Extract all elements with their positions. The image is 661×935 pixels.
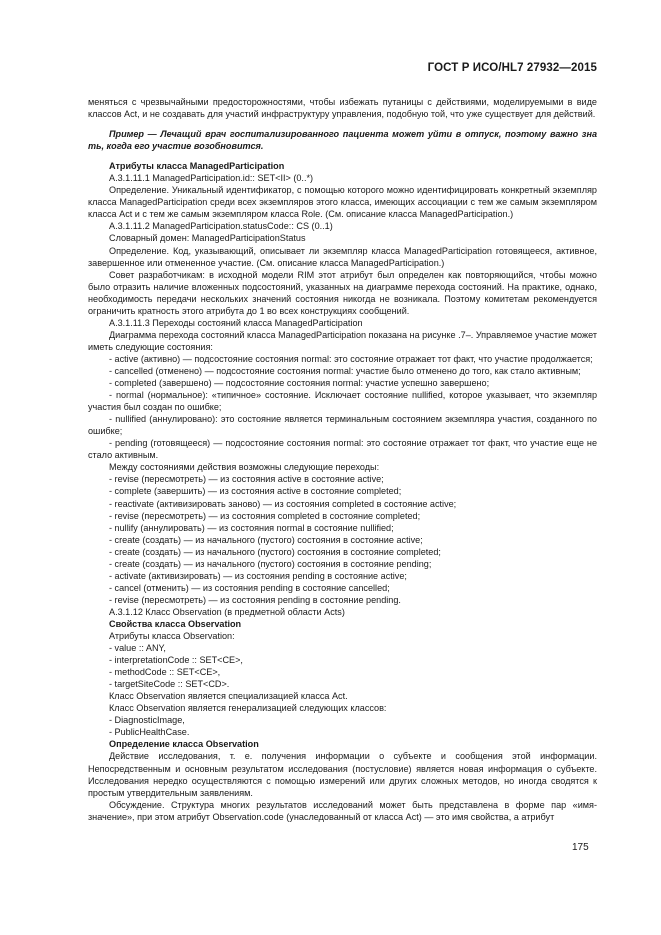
list-item-transition: - revise (пересмотреть) — из состояния pending в состояние pending. [109,594,401,605]
section-heading-observation-properties: Свойства класса Observation [109,618,242,629]
list-item-subclass: - PublicHealthCase. [109,727,190,738]
list-item-state-completed: - completed (завершено) — подсостояние состояния normal: участие успешно завершено; [109,378,490,389]
list-item-transition: - activate (активизировать) — из состояния pending в состояние active; [109,570,407,581]
list-item-attribute: - methodCode :: SET<CE>, [109,667,221,678]
clause-a-3-1-11-2: A.3.1.11.2 ManagedParticipation.statusCode:: CS (0..1) [109,221,333,232]
clause-a-3-1-11-1: A.3.1.11.1 ManagedParticipation.id:: SET<II> (0..*) [109,173,314,184]
list-item-state-active: - active (активно) — подсостояние состояния normal: это состояние отражает тот факт, что участие продолжается; [109,353,593,364]
paragraph-discussion: Обсуждение. Структура многих результатов исследований может быть представлена в форме пар «имя-значение», при этом атрибут Observation.code (унаследованный от класса Act) — это имя свойства, а атрибут [88,799,597,822]
list-item-state-cancelled: - cancelled (отменено) — подсостояние состояния normal: участие было отменено до того, как стало активным; [109,365,581,376]
document-body [88,96,597,823]
list-item-transition: - create (создать) — из начального (пустого) состояния в состояние active; [109,534,423,545]
list-item-transition: - cancel (отменить) — из состояния pending в состояние cancelled; [109,582,390,593]
paragraph-transitions-intro: Между состояниями действия возможны следующие переходы: [109,462,380,473]
paragraph-developer-advice: Совет разработчикам: в исходной модели RIM этот атрибут был определен как повторяющийся, чтобы можно было отразить наличие вложенных подсостояний, указанных на диаграмме перехода состояний. На практике, однако, необходимость передачи нескольких значений состояния никогда не возникала. Поэтому комитетам рекомендуется ограничить кратность этого атрибута до 1 во всех конструкциях сообщений. [88,269,597,316]
list-item-attribute: - targetSiteCode :: SET<CD>. [109,679,230,690]
list-item-transition: - create (создать) — из начального (пустого) состояния в состояние completed; [109,546,441,557]
list-item-transition: - revise (пересмотреть) — из состояния completed в состояние completed; [109,510,421,521]
example-note: Пример — Лечащий врач госпитализированного пациента может уйти в отпуск, поэтому важно зна ть, когда его участие возобновится. [88,129,597,152]
standard-header: ГОСТ Р ИСО/HL7 27932—2015 [427,62,597,74]
list-item-transition: - nullify (аннулировать) — из состояния normal в состояние nullified; [109,522,394,533]
clause-a-3-1-12: A.3.1.12 Класс Observation (в предметной области Acts) [109,606,345,617]
paragraph-generalization: Класс Observation является генерализацией следующих классов: [109,703,387,714]
paragraph-definition-id: Определение. Уникальный идентификатор, с помощью которого можно идентифицировать конкретный экземпляр класса ManagedParticipation среди всех экземпляров этого класса, имеющих ассоциации с тем же самым экземпляром класса Act и с тем же самым экземпляром класса Role. (См. описание класса ManagedParticipation.) [88,185,597,220]
paragraph-intro: меняться с чрезвычайными предосторожностями, чтобы избежать путаницы с действиями, моделируемыми в виде классов Act, и не создавать для участий инфраструктуру управления, подобную той, что уже существует для действий. [88,97,597,120]
paragraph-state-diagram: Диаграмма перехода состояний класса ManagedParticipation показана на рисунке .7–. Управляемое участие может иметь следующие состояния: [88,329,597,352]
vocabulary-domain: Словарный домен: ManagedParticipationStatus [109,233,306,244]
paragraph-observation-definition: Действие исследования, т. е. получения информации о субъекте и сообщения этой информации. Непосредственным и основным результатом исследования (постусловие) является новая информация о субъекте. Исследования нередко осуществляются с помощью измерений или других сложных методов, но иногда сводятся к простым утвердительным заявлениям. [88,751,597,798]
section-heading-observation-definition: Определение класса Observation [109,739,259,750]
list-item-state-normal: - normal (нормальное): «типичное» состояние. Исключает состояние nullified, которое указывает, что экземпляр участия был создан по ошибке; [88,390,597,413]
list-item-transition: - create (создать) — из начального (пустого) состояния в состояние pending; [109,558,432,569]
list-item-subclass: - DiagnosticImage, [109,715,185,726]
list-item-state-pending: - pending (готовящееся) — подсостояние состояния normal: это состояние отражает тот факт, что участие еще не стало активным. [88,438,597,461]
list-item-state-nullified: - nullified (аннулировано): это состояние является терминальным состоянием экземпляра участия, созданного по ошибке; [88,414,597,437]
paragraph-observation-attributes: Атрибуты класса Observation: [109,631,235,642]
paragraph-definition-status: Определение. Код, указывающий, описывает ли экземпляр класса ManagedParticipation готовящееся, активное, завершенное или отмененное участие. (См. описание класса ManagedParticipation.) [88,245,597,268]
list-item-transition: - revise (пересмотреть) — из состояния active в состояние active; [109,474,384,485]
list-item-transition: - reactivate (активизировать заново) — из состояния completed в состояние active; [109,498,457,509]
list-item-attribute: - interpretationCode :: SET<CE>, [109,655,243,666]
paragraph-specialization: Класс Observation является специализацией класса Act. [109,691,348,702]
list-item-attribute: - value :: ANY, [109,643,166,654]
clause-a-3-1-11-3: A.3.1.11.3 Переходы состояний класса ManagedParticipation [109,317,363,328]
page-number: 175 [572,842,589,853]
section-heading-managed-participation-attributes: Атрибуты класса ManagedParticipation [109,161,285,172]
list-item-transition: - complete (завершить) — из состояния active в состояние completed; [109,486,402,497]
